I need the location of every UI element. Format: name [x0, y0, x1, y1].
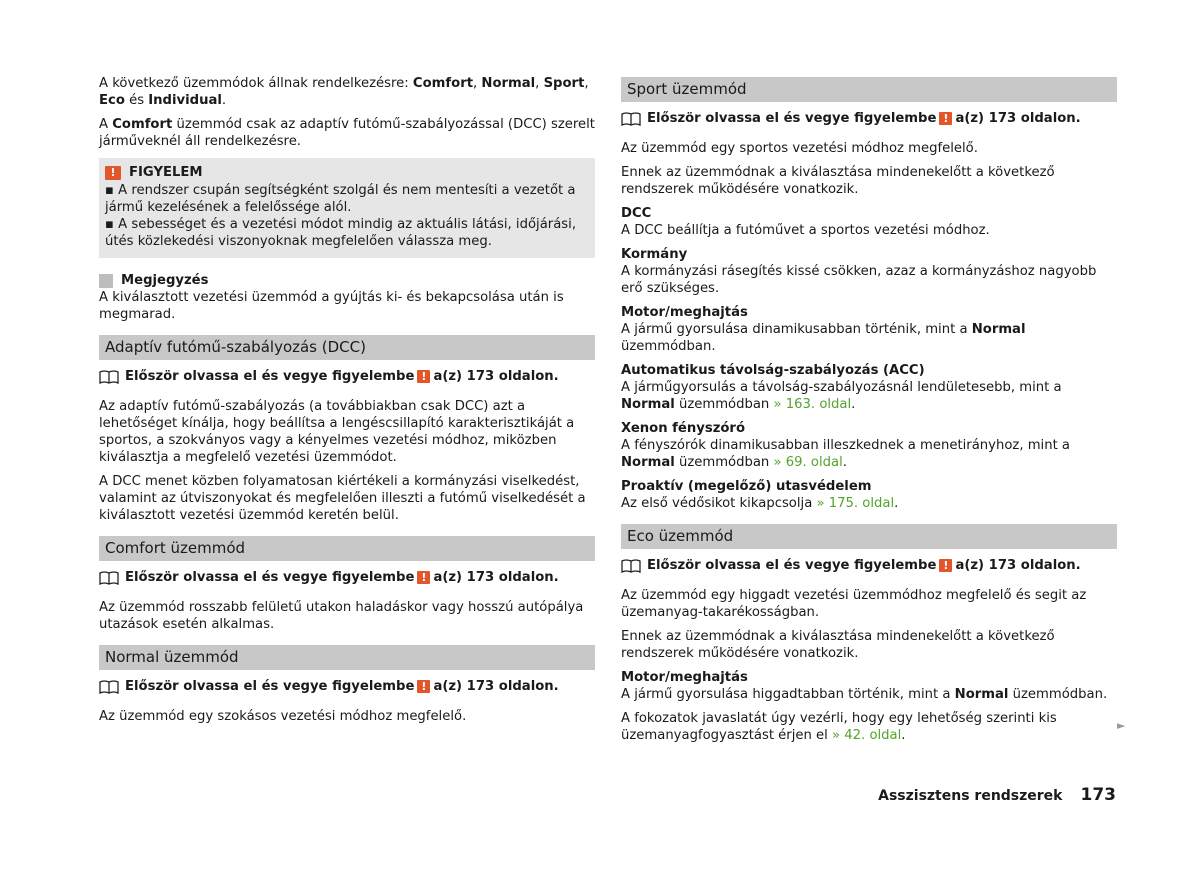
- intro-paragraph-2: A Comfort üzemmód csak az adaptív futómű-szabályozással (DCC) szerelt járműveknél áll rendelkezésre.: [99, 117, 595, 149]
- subheading: Motor/meghajtás: [621, 670, 748, 685]
- section-heading-dcc: Adaptív futómű-szabályozás (DCC): [99, 335, 595, 360]
- subheading: Automatikus távolság-szabályozás (ACC): [621, 363, 925, 378]
- eco-engine-block: Motor/meghajtás A jármű gyorsulása higgadtabban történik, mint a Normal üzemmódban.: [621, 669, 1117, 703]
- reference-line[interactable]: Először olvassa el és vegye figyelembe ! a(z) 173 oldalon.: [99, 678, 595, 695]
- subheading: DCC: [621, 206, 652, 221]
- sport-proactive-block: Proaktív (megelőző) utasvédelem Az első védősikot kikapcsolja » 175. oldal.: [621, 478, 1117, 512]
- book-icon: [99, 370, 119, 384]
- chapter-title: Asszisztens rendszerek: [878, 788, 1063, 804]
- left-column: [99, 75, 595, 732]
- sport-steering-block: Kormány A kormányzási rásegítés kissé csökken, azaz a kormányzáshoz nagyobb erő szükséges.: [621, 246, 1117, 297]
- warning-icon: !: [417, 370, 430, 383]
- warning-box: [99, 158, 595, 258]
- warning-icon: !: [417, 680, 430, 693]
- intro-paragraph-1: A következő üzemmódok állnak rendelkezésre: Comfort, Normal, Sport, Eco és Individual.: [99, 76, 589, 108]
- page-link[interactable]: » 42. oldal: [832, 728, 902, 743]
- warning-title: ! FIGYELEM: [105, 164, 589, 181]
- normal-paragraph: Az üzemmód egy szokásos vezetési módhoz megfelelő.: [99, 709, 467, 724]
- page-number: 173: [1080, 785, 1116, 805]
- eco-paragraph-3: A fokozatok javaslatát úgy vezérli, hogy egy lehetőség szerinti kis üzemanyagfogyasztást érjen el » 42. oldal.: [621, 711, 1057, 743]
- warning-icon: !: [939, 559, 952, 572]
- page-link[interactable]: » 175. oldal: [816, 496, 895, 511]
- warning-icon: !: [105, 166, 121, 180]
- book-icon: [99, 571, 119, 585]
- dcc-paragraph-1: Az adaptív futómű-szabályozás (a továbbiakban csak DCC) azt a lehetőséget kínálja, hogy beállítsa a lengéscsillapító karakterisztikáját a sportos, a szokványos vagy a kényelmes vezetési módhoz, miközben kiválasztja a megfelelő vezetési üzemmódot.: [99, 399, 575, 465]
- continue-arrow-icon: ►: [1117, 719, 1126, 732]
- reference-line[interactable]: Először olvassa el és vegye figyelembe ! a(z) 173 oldalon.: [99, 569, 595, 586]
- page-footer: [878, 787, 1116, 805]
- book-icon: [621, 559, 641, 573]
- reference-line[interactable]: Először olvassa el és vegye figyelembe ! a(z) 173 oldalon.: [621, 557, 1117, 574]
- note-title: Megjegyzés: [99, 272, 595, 289]
- note-text: A kiválasztott vezetési üzemmód a gyújtás ki- és bekapcsolása után is megmarad.: [99, 290, 564, 322]
- eco-paragraph-2: Ennek az üzemmódnak a kiválasztása mindenekelőtt a következő rendszerek működésére vonatkozik.: [621, 629, 1055, 661]
- warning-icon: !: [417, 571, 430, 584]
- sport-paragraph-2: Ennek az üzemmódnak a kiválasztása mindenekelőtt a következő rendszerek működésére vonatkozik.: [621, 165, 1055, 197]
- dcc-paragraph-2: A DCC menet közben folyamatosan kiértékeli a kormányzási viselkedést, valamint az útviszonyokat és megfelelően illeszti a futómű viselkedését a kiválasztott vezetési üzemmód keretén belül.: [99, 474, 586, 523]
- comfort-paragraph: Az üzemmód rosszabb felületű utakon haladáskor vagy hosszú autópálya utazások esetén alkalmas.: [99, 600, 584, 632]
- right-column: [621, 75, 1117, 751]
- subheading: Kormány: [621, 247, 688, 262]
- subheading: Motor/meghajtás: [621, 305, 748, 320]
- page-link[interactable]: » 163. oldal: [773, 397, 852, 412]
- book-icon: [99, 680, 119, 694]
- sport-engine-block: Motor/meghajtás A jármű gyorsulása dinamikusabban történik, mint a Normal üzemmódban.: [621, 304, 1117, 355]
- book-icon: [621, 112, 641, 126]
- section-heading-eco: Eco üzemmód: [621, 524, 1117, 549]
- reference-line[interactable]: Először olvassa el és vegye figyelembe ! a(z) 173 oldalon.: [99, 368, 595, 385]
- warning-item: ▪ A rendszer csupán segítségként szolgál és nem mentesíti a vezetőt a jármű kezelésének a felelőssége alól.: [105, 183, 576, 215]
- sport-acc-block: Automatikus távolság-szabályozás (ACC) A járműgyorsulás a távolság-szabályozásnál lendületesebb, mint a Normal üzemmódban » 163. oldal.: [621, 362, 1117, 413]
- subheading: Xenon fényszóró: [621, 421, 745, 436]
- sport-xenon-block: Xenon fényszóró A fényszórók dinamikusabban illeszkednek a menetirányhoz, mint a Normal üzemmódban » 69. oldal.: [621, 420, 1117, 471]
- warning-icon: !: [939, 112, 952, 125]
- reference-line[interactable]: Először olvassa el és vegye figyelembe ! a(z) 173 oldalon.: [621, 110, 1117, 127]
- sport-dcc-block: DCC A DCC beállítja a futóművet a sportos vezetési módhoz.: [621, 205, 1117, 239]
- note-icon: [99, 274, 113, 288]
- warning-item: ▪ A sebességet és a vezetési módot mindig az aktuális látási, időjárási, útés közlekedési viszonyoknak megfelelően válassza meg.: [105, 217, 577, 249]
- section-heading-comfort: Comfort üzemmód: [99, 536, 595, 561]
- subheading: Proaktív (megelőző) utasvédelem: [621, 479, 872, 494]
- section-heading-normal: Normal üzemmód: [99, 645, 595, 670]
- page-link[interactable]: » 69. oldal: [773, 455, 843, 470]
- section-heading-sport: Sport üzemmód: [621, 77, 1117, 102]
- eco-paragraph-1: Az üzemmód egy higgadt vezetési üzemmódhoz megfelelő és segit az üzemanyag-takarékosságban.: [621, 588, 1087, 620]
- sport-paragraph-1: Az üzemmód egy sportos vezetési módhoz megfelelő.: [621, 141, 978, 156]
